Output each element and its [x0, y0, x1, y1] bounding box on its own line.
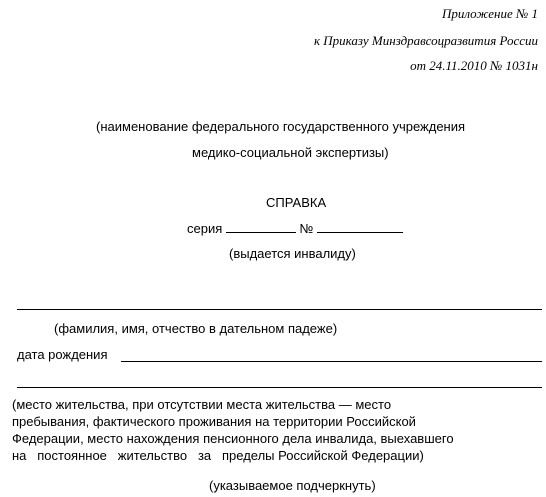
birth-date-label: дата рождения — [17, 347, 108, 362]
appendix-label: Приложение № 1 — [441, 6, 538, 21]
residence-caption-line4: на постоянное жительство за пределы Российской Федерации) — [12, 448, 424, 463]
series-label: серия — [187, 221, 223, 236]
residence-caption-line3: Федерации, место нахождения пенсионного дела инвалида, выехавшего — [12, 431, 454, 446]
series-field[interactable] — [226, 220, 296, 233]
residence-field[interactable] — [17, 387, 542, 388]
institution-caption-line1: (наименование федерального государственного учреждения — [96, 119, 466, 134]
series-row — [187, 220, 403, 236]
institution-caption-line2: медико-социальной экспертизы) — [192, 145, 389, 160]
number-field[interactable] — [317, 220, 403, 233]
number-label: № — [299, 221, 314, 236]
residence-caption-line1: (место жительства, при отсутствии места жительства — место — [12, 397, 392, 412]
order-reference: к Приказу Минздравсоцразвития России — [313, 33, 538, 48]
full-name-field[interactable] — [17, 309, 542, 310]
order-date: от 24.11.2010 № 1031н — [410, 58, 538, 73]
residence-caption-line2: пребывания, фактического проживания на территории Российской — [12, 414, 416, 429]
issued-note: (выдается инвалиду) — [229, 246, 356, 261]
document-title: СПРАВКА — [266, 195, 327, 210]
birth-date-field[interactable] — [121, 361, 542, 362]
underline-note: (указываемое подчеркнуть) — [209, 478, 376, 493]
full-name-caption: (фамилия, имя, отчество в дательном падеже) — [54, 321, 338, 336]
